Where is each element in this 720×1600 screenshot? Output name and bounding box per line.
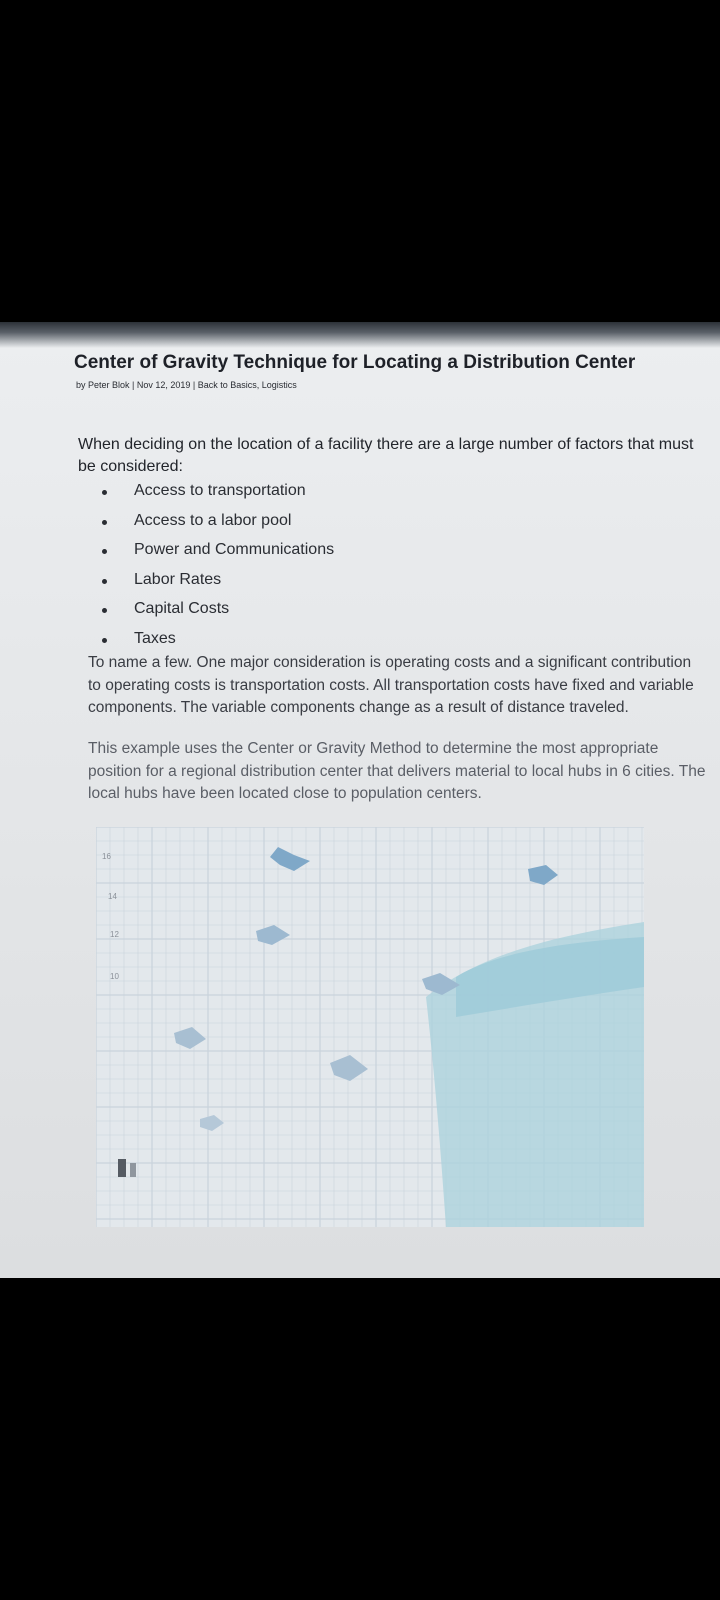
factor-label: Power and Communications (134, 541, 335, 558)
screen-edge-shadow (0, 322, 720, 348)
bullet-icon (102, 549, 107, 554)
article-photo (0, 322, 720, 1278)
operating-costs-paragraph: To name a few. One major consideration is operating costs and a significant contribution to operating costs is transportation costs. All transportation costs have fixed and variable components. The variable components change as a result of distance traveled. (88, 654, 694, 716)
bullet-icon (102, 520, 107, 525)
legend-swatch (118, 1159, 126, 1177)
factor-label: Access to transportation (134, 482, 306, 499)
y-tick-label: 16 (102, 852, 111, 861)
factor-label: Labor Rates (134, 570, 222, 588)
bullet-icon (102, 638, 107, 643)
intro-paragraph: When deciding on the location of a facility there are a large number of factors that must be considered: (78, 436, 694, 475)
factor-label: Capital Costs (134, 600, 230, 617)
bullet-icon (102, 608, 107, 613)
y-tick-label: 14 (108, 892, 117, 901)
article-byline: by Peter Blok | Nov 12, 2019 | Back to Basics, Logistics (76, 380, 297, 390)
factor-label: Access to a labor pool (134, 511, 292, 529)
y-tick-label: 12 (110, 930, 119, 939)
map-svg (96, 827, 644, 1227)
factor-label: Taxes (134, 629, 176, 647)
bullet-icon (102, 490, 107, 495)
example-paragraph: This example uses the Center or Gravity Method to determine the most appropriate position for a regional distribution center that delivers material to local hubs in 6 cities. The local hubs have been located close to population centers. (88, 740, 706, 802)
article-title: Center of Gravity Technique for Locating a Distribution Center (74, 352, 636, 373)
city-grid-map (96, 827, 644, 1227)
bullet-icon (102, 579, 107, 584)
y-tick-label: 10 (110, 972, 119, 981)
legend-swatch (130, 1163, 136, 1177)
